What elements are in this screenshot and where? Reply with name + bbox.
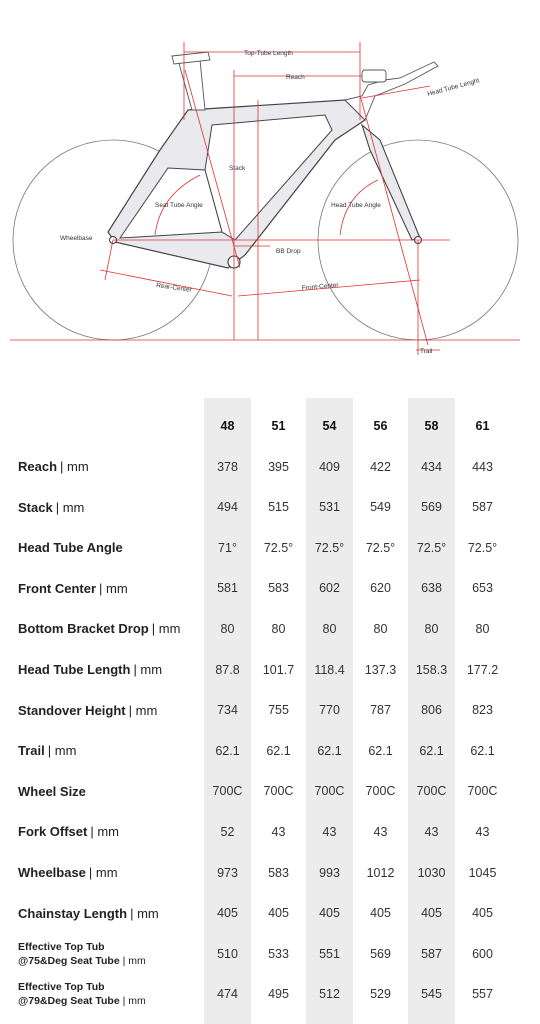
table-cell: 638 — [421, 581, 442, 596]
row-label: Bottom Bracket Drop | mm — [18, 621, 181, 637]
table-cell: 510 — [217, 946, 238, 961]
table-cell: 177.2 — [466, 662, 499, 677]
label-rear-center: Rear-Center — [155, 282, 193, 294]
label-seat-tube-angle: Seat Tube Angle — [155, 202, 203, 209]
size-header: 51 — [271, 419, 286, 433]
table-row — [0, 934, 540, 974]
label-wheelbase: Wheelbase — [60, 235, 93, 242]
table-cell: 569 — [421, 500, 442, 515]
table-cell: 87.8 — [215, 662, 240, 677]
row-label: Fork Offset | mm — [18, 824, 119, 840]
label-front-center: Front-Center — [301, 281, 339, 292]
table-cell: 422 — [370, 459, 391, 474]
table-cell: 569 — [370, 946, 391, 961]
table-cell: 137.3 — [364, 662, 397, 677]
table-cell: 700C — [365, 784, 396, 799]
table-cell: 62.1 — [266, 743, 291, 758]
table-row — [0, 609, 540, 649]
row-label: Chainstay Length | mm — [18, 905, 159, 921]
table-cell: 405 — [268, 906, 289, 921]
table-cell: 529 — [370, 987, 391, 1002]
size-header: 54 — [322, 419, 337, 433]
table-cell: 71° — [218, 540, 237, 555]
table-cell: 405 — [319, 906, 340, 921]
table-cell: 583 — [268, 865, 289, 880]
table-cell: 158.3 — [415, 662, 448, 677]
table-cell: 80 — [322, 621, 337, 636]
table-row — [0, 974, 540, 1014]
table-cell: 72.5° — [314, 540, 345, 555]
table-cell: 378 — [217, 459, 238, 474]
label-stack: Stack — [229, 165, 246, 172]
table-cell: 787 — [370, 703, 391, 718]
table-cell: 405 — [217, 906, 238, 921]
table-cell: 549 — [370, 500, 391, 515]
table-row — [0, 650, 540, 690]
table-cell: 973 — [217, 865, 238, 880]
table-row — [0, 893, 540, 933]
table-cell: 545 — [421, 987, 442, 1002]
table-cell: 118.4 — [314, 662, 345, 677]
table-row — [0, 731, 540, 771]
table-cell: 62.1 — [470, 743, 495, 758]
row-label: Head Tube Length | mm — [18, 662, 163, 677]
table-cell: 620 — [370, 581, 391, 596]
header-row — [0, 406, 540, 446]
table-row — [0, 447, 540, 487]
table-row — [0, 812, 540, 852]
table-cell: 405 — [472, 906, 493, 921]
row-label: Standover Height | mm — [18, 702, 158, 718]
table-cell: 700C — [212, 784, 243, 799]
size-header: 48 — [220, 419, 235, 433]
label-top-tube-length: Top-Tube Length — [244, 50, 293, 57]
table-cell: 101.7 — [262, 662, 295, 677]
table-cell: 43 — [373, 824, 388, 839]
table-cell: 700C — [467, 784, 498, 799]
table-cell: 72.5° — [365, 540, 396, 555]
table-cell: 557 — [472, 987, 493, 1002]
table-cell: 62.1 — [317, 743, 342, 758]
table-cell: 515 — [268, 500, 289, 515]
table-cell: 62.1 — [368, 743, 393, 758]
size-header: 56 — [373, 419, 388, 433]
table-cell: 602 — [319, 581, 340, 596]
table-cell: 62.1 — [419, 743, 444, 758]
table-cell: 587 — [421, 946, 442, 961]
table-cell: 409 — [319, 459, 340, 474]
label-bb-drop: BB Drop — [276, 248, 301, 255]
table-cell: 43 — [424, 824, 439, 839]
table-cell: 80 — [373, 621, 388, 636]
row-label: Effective Top Tub @75&Deg Seat Tube | mm — [18, 940, 146, 967]
table-cell: 533 — [268, 946, 289, 961]
table-cell: 583 — [268, 581, 289, 596]
table-cell: 434 — [421, 459, 442, 474]
row-label: Front Center | mm — [18, 580, 128, 596]
table-cell: 62.1 — [215, 743, 240, 758]
table-cell: 72.5° — [263, 540, 294, 555]
table-row — [0, 853, 540, 893]
row-label: Reach | mm — [18, 459, 89, 474]
table-cell: 823 — [472, 703, 493, 718]
watermark — [200, 490, 450, 524]
table-cell: 52 — [220, 824, 235, 839]
table-cell: 43 — [322, 824, 337, 839]
table-cell: 531 — [319, 500, 340, 515]
bike-frame — [108, 52, 438, 268]
table-cell: 80 — [271, 621, 286, 636]
table-cell: 443 — [472, 459, 493, 474]
table-cell: 494 — [217, 500, 238, 515]
table-cell: 734 — [217, 703, 238, 718]
table-cell: 80 — [424, 621, 439, 636]
table-cell: 700C — [314, 784, 345, 799]
row-label: Stack | mm — [18, 499, 85, 515]
label-head-tube-length: Head Tube Lenght — [426, 77, 481, 98]
table-cell: 72.5° — [467, 540, 498, 555]
size-header: 61 — [475, 419, 490, 433]
table-cell: 700C — [263, 784, 294, 799]
table-row — [0, 690, 540, 730]
table-row — [0, 528, 540, 568]
table-cell: 755 — [268, 703, 289, 718]
table-cell: 80 — [220, 621, 235, 636]
table-cell: 993 — [319, 865, 340, 880]
table-cell: 653 — [472, 581, 493, 596]
table-cell: 495 — [268, 987, 289, 1002]
table-cell: 700C — [416, 784, 447, 799]
table-cell: 770 — [319, 703, 340, 718]
size-header: 58 — [424, 419, 439, 433]
row-label: Wheelbase | mm — [18, 865, 118, 880]
table-cell: 474 — [217, 987, 238, 1002]
table-cell: 1045 — [468, 865, 497, 880]
table-cell: 551 — [319, 946, 340, 961]
row-label: Wheel Size — [18, 783, 86, 799]
geometry-diagram — [0, 0, 540, 380]
row-label: Head Tube Angle — [18, 540, 123, 556]
table-cell: 806 — [421, 703, 442, 718]
table-cell: 405 — [370, 906, 391, 921]
table-cell: 600 — [472, 946, 493, 961]
table-cell: 581 — [217, 581, 238, 596]
table-cell: 80 — [475, 621, 490, 636]
table-cell: 512 — [319, 987, 340, 1002]
table-cell: 1012 — [366, 865, 395, 880]
table-row — [0, 771, 540, 811]
table-cell: 43 — [271, 824, 286, 839]
table-cell: 43 — [475, 824, 490, 839]
table-cell: 587 — [472, 500, 493, 515]
label-trail: Trail — [420, 348, 433, 355]
row-label: Trail | mm — [18, 743, 77, 759]
row-label: Effective Top Tub @79&Deg Seat Tube | mm — [18, 981, 146, 1008]
table-cell: 72.5° — [416, 540, 447, 555]
table-row — [0, 568, 540, 608]
label-reach: Reach — [286, 74, 305, 81]
table-cell: 405 — [421, 906, 442, 921]
label-head-tube-angle: Head Tube Angle — [331, 202, 381, 209]
table-cell: 1030 — [417, 865, 446, 880]
table-cell: 395 — [268, 459, 289, 474]
